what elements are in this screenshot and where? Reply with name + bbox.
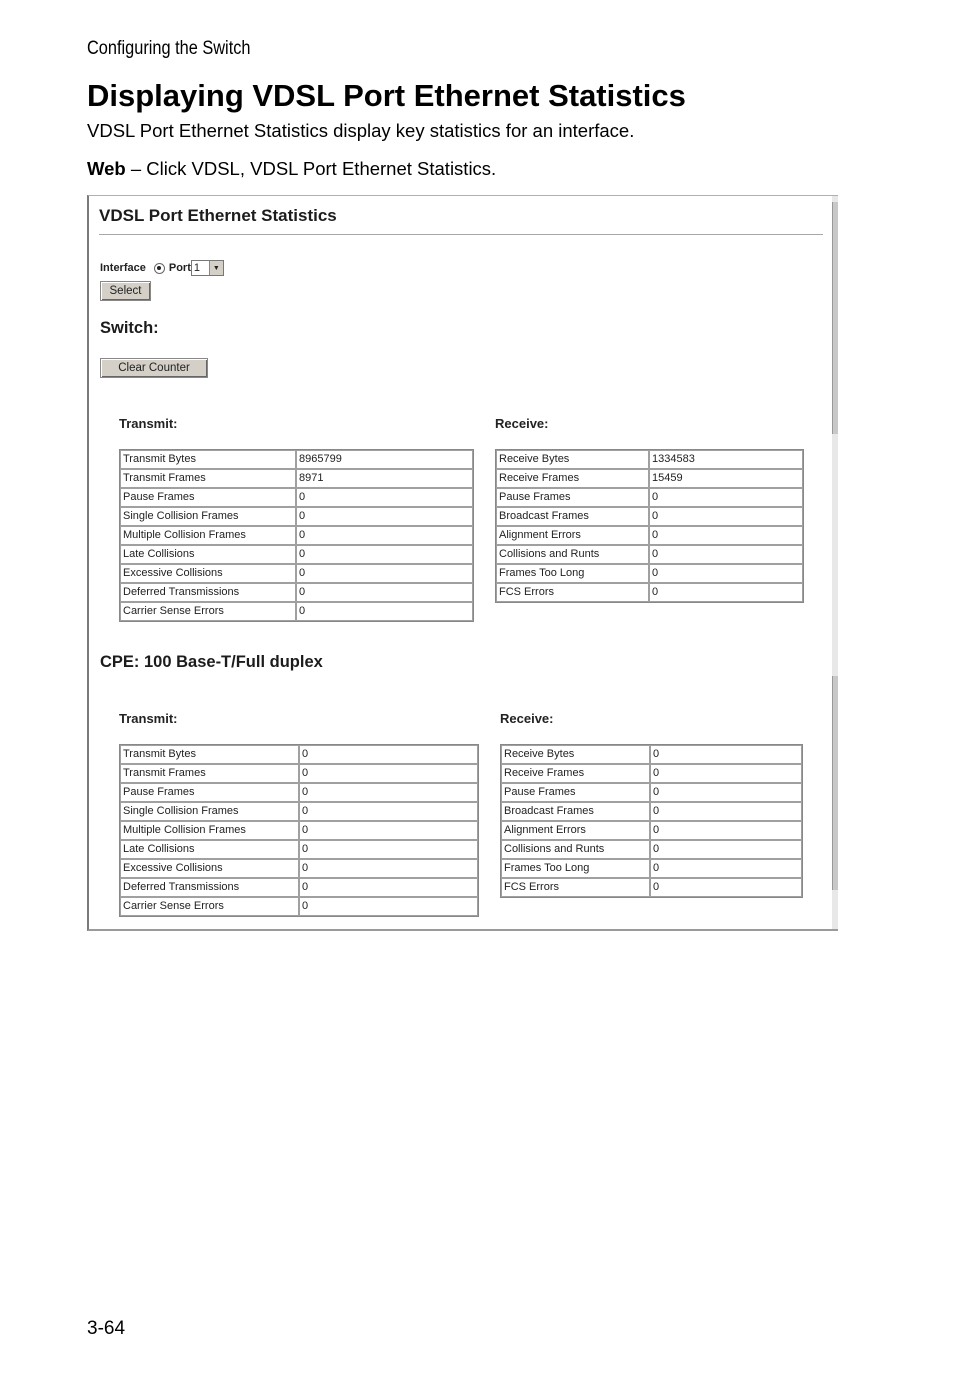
stat-value: 0 bbox=[296, 488, 473, 507]
stat-value: 0 bbox=[649, 564, 803, 583]
scroll-thumb-top[interactable] bbox=[832, 202, 838, 434]
switch-heading: Switch: bbox=[100, 319, 159, 337]
web-screenshot bbox=[87, 195, 838, 931]
stat-label: Pause Frames bbox=[120, 488, 296, 507]
stat-label: Alignment Errors bbox=[501, 821, 650, 840]
stat-value: 0 bbox=[649, 583, 803, 602]
table-row bbox=[120, 897, 478, 916]
stat-value: 0 bbox=[296, 564, 473, 583]
running-head: Configuring the Switch bbox=[87, 38, 251, 59]
vertical-scrollbar[interactable] bbox=[832, 196, 838, 931]
table-row bbox=[120, 783, 478, 802]
port-select[interactable] bbox=[191, 260, 224, 276]
stat-value: 0 bbox=[650, 840, 802, 859]
stat-value: 0 bbox=[650, 802, 802, 821]
stat-value: 0 bbox=[649, 488, 803, 507]
clear-counter-button[interactable]: Clear Counter bbox=[100, 358, 208, 378]
port-label: Port bbox=[168, 262, 191, 274]
table-row bbox=[496, 469, 803, 488]
stat-value: 0 bbox=[299, 821, 478, 840]
intro-text: VDSL Port Ethernet Statistics display key statistics for an interface. bbox=[87, 120, 635, 141]
switch-receive-label: Receive: bbox=[495, 416, 549, 431]
stat-label: Frames Too Long bbox=[501, 859, 650, 878]
stat-value: 0 bbox=[299, 745, 478, 764]
stat-label: Multiple Collision Frames bbox=[120, 821, 299, 840]
panel-title: VDSL Port Ethernet Statistics bbox=[99, 206, 337, 225]
stat-value: 0 bbox=[296, 602, 473, 621]
stat-label: Deferred Transmissions bbox=[120, 583, 296, 602]
stat-value: 8965799 bbox=[296, 450, 473, 469]
stat-label: Carrier Sense Errors bbox=[120, 897, 299, 916]
table-row bbox=[120, 488, 473, 507]
stat-value: 0 bbox=[649, 507, 803, 526]
port-radio[interactable] bbox=[154, 263, 165, 274]
stat-value: 0 bbox=[649, 526, 803, 545]
table-row bbox=[120, 602, 473, 621]
stat-label: Broadcast Frames bbox=[501, 802, 650, 821]
table-row bbox=[501, 764, 802, 783]
table-row bbox=[496, 488, 803, 507]
table-row bbox=[496, 526, 803, 545]
table-row bbox=[501, 878, 802, 897]
stat-value: 0 bbox=[650, 745, 802, 764]
stat-label: Pause Frames bbox=[120, 783, 299, 802]
table-row bbox=[501, 783, 802, 802]
port-select-value: 1 bbox=[193, 262, 200, 274]
cpe-transmit-label: Transmit: bbox=[119, 711, 178, 726]
interface-row bbox=[100, 260, 224, 276]
table-row bbox=[501, 802, 802, 821]
table-row bbox=[120, 821, 478, 840]
stat-value: 0 bbox=[649, 545, 803, 564]
stat-label: Excessive Collisions bbox=[120, 564, 296, 583]
table-row bbox=[120, 745, 478, 764]
table-row bbox=[120, 878, 478, 897]
table-row bbox=[120, 583, 473, 602]
stat-label: Late Collisions bbox=[120, 840, 299, 859]
stat-label: FCS Errors bbox=[496, 583, 649, 602]
stat-label: Pause Frames bbox=[501, 783, 650, 802]
stat-label: Single Collision Frames bbox=[120, 802, 299, 821]
stat-label: Collisions and Runts bbox=[501, 840, 650, 859]
table-row bbox=[120, 507, 473, 526]
page-number: 3-64 bbox=[87, 1318, 126, 1339]
stat-value: 0 bbox=[299, 897, 478, 916]
stat-label: Receive Bytes bbox=[501, 745, 650, 764]
stat-label: FCS Errors bbox=[501, 878, 650, 897]
stat-value: 0 bbox=[650, 783, 802, 802]
switch-transmit-table bbox=[119, 449, 474, 622]
stat-label: Transmit Frames bbox=[120, 764, 299, 783]
stat-label: Alignment Errors bbox=[496, 526, 649, 545]
stat-value: 0 bbox=[650, 859, 802, 878]
stat-label: Frames Too Long bbox=[496, 564, 649, 583]
switch-receive-table bbox=[495, 449, 804, 603]
chevron-down-icon[interactable]: ▼ bbox=[209, 261, 223, 275]
cpe-transmit-table bbox=[119, 744, 479, 917]
stat-value: 0 bbox=[299, 802, 478, 821]
select-button[interactable]: Select bbox=[100, 281, 151, 301]
cpe-heading: CPE: 100 Base-T/Full duplex bbox=[100, 653, 323, 671]
web-instruction bbox=[87, 158, 496, 180]
table-row bbox=[120, 469, 473, 488]
table-row bbox=[496, 545, 803, 564]
stat-label: Pause Frames bbox=[496, 488, 649, 507]
web-label: Web bbox=[87, 158, 126, 179]
table-row bbox=[120, 564, 473, 583]
table-row bbox=[496, 507, 803, 526]
table-row bbox=[496, 450, 803, 469]
stat-label: Excessive Collisions bbox=[120, 859, 299, 878]
table-row bbox=[120, 764, 478, 783]
stat-label: Transmit Bytes bbox=[120, 745, 299, 764]
stat-value: 15459 bbox=[649, 469, 803, 488]
stat-value: 0 bbox=[296, 583, 473, 602]
stat-label: Transmit Frames bbox=[120, 469, 296, 488]
switch-transmit-label: Transmit: bbox=[119, 416, 178, 431]
cpe-receive-label: Receive: bbox=[500, 711, 554, 726]
stat-label: Carrier Sense Errors bbox=[120, 602, 296, 621]
table-row bbox=[501, 859, 802, 878]
stat-value: 0 bbox=[650, 821, 802, 840]
cpe-receive-table bbox=[500, 744, 803, 898]
stat-label: Receive Frames bbox=[501, 764, 650, 783]
table-row bbox=[120, 840, 478, 859]
stat-value: 0 bbox=[650, 878, 802, 897]
stat-value: 0 bbox=[296, 526, 473, 545]
stat-label: Single Collision Frames bbox=[120, 507, 296, 526]
stat-value: 0 bbox=[299, 840, 478, 859]
table-row bbox=[501, 840, 802, 859]
table-row bbox=[120, 450, 473, 469]
table-row bbox=[120, 545, 473, 564]
stat-value: 0 bbox=[299, 859, 478, 878]
table-row bbox=[496, 564, 803, 583]
stat-label: Multiple Collision Frames bbox=[120, 526, 296, 545]
table-row bbox=[120, 802, 478, 821]
table-row bbox=[501, 821, 802, 840]
scroll-thumb-bottom[interactable] bbox=[832, 676, 838, 890]
table-row bbox=[501, 745, 802, 764]
stat-label: Deferred Transmissions bbox=[120, 878, 299, 897]
stat-value: 8971 bbox=[296, 469, 473, 488]
stat-label: Transmit Bytes bbox=[120, 450, 296, 469]
stat-label: Receive Frames bbox=[496, 469, 649, 488]
stat-label: Collisions and Runts bbox=[496, 545, 649, 564]
title-divider bbox=[99, 234, 823, 235]
web-instruction-text: – Click VDSL, VDSL Port Ethernet Statistics. bbox=[125, 158, 497, 179]
table-row bbox=[496, 583, 803, 602]
stat-value: 1334583 bbox=[649, 450, 803, 469]
stat-value: 0 bbox=[296, 545, 473, 564]
stat-label: Late Collisions bbox=[120, 545, 296, 564]
stat-value: 0 bbox=[296, 507, 473, 526]
interface-label: Interface bbox=[100, 262, 146, 274]
stat-label: Broadcast Frames bbox=[496, 507, 649, 526]
stat-value: 0 bbox=[299, 783, 478, 802]
page-title: Displaying VDSL Port Ethernet Statistics bbox=[87, 78, 686, 113]
stat-value: 0 bbox=[650, 764, 802, 783]
table-row bbox=[120, 526, 473, 545]
stat-label: Receive Bytes bbox=[496, 450, 649, 469]
table-row bbox=[120, 859, 478, 878]
stat-value: 0 bbox=[299, 764, 478, 783]
stat-value: 0 bbox=[299, 878, 478, 897]
